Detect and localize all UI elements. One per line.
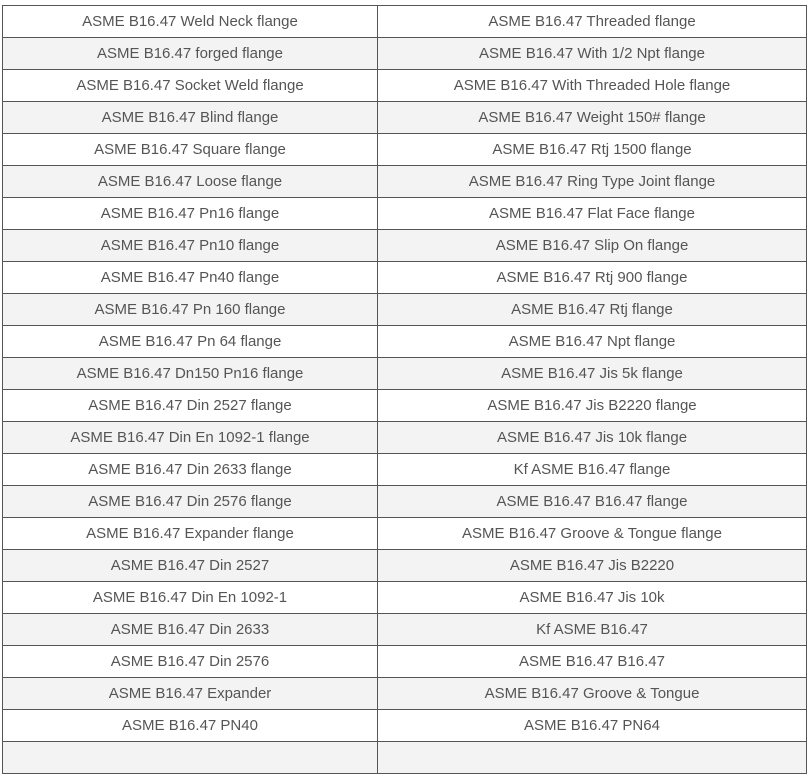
table-cell: ASME B16.47 Loose flange — [3, 166, 378, 198]
table-row — [3, 422, 807, 454]
table-cell: ASME B16.47 Rtj 900 flange — [378, 262, 807, 294]
table-row — [3, 646, 807, 678]
table-cell: ASME B16.47 With Threaded Hole flange — [378, 70, 807, 102]
table-cell: ASME B16.47 Square flange — [3, 134, 378, 166]
table-cell: ASME B16.47 Groove & Tongue flange — [378, 518, 807, 550]
table-cell: ASME B16.47 forged flange — [3, 38, 378, 70]
table-cell: ASME B16.47 Din En 1092-1 — [3, 582, 378, 614]
table-row — [3, 582, 807, 614]
table-cell: ASME B16.47 Rtj 1500 flange — [378, 134, 807, 166]
table-row — [3, 102, 807, 134]
table-cell: ASME B16.47 PN64 — [378, 710, 807, 742]
table-cell: ASME B16.47 Dn150 Pn16 flange — [3, 358, 378, 390]
table-cell: ASME B16.47 Weight 150# flange — [378, 102, 807, 134]
table-cell: ASME B16.47 B16.47 flange — [378, 486, 807, 518]
table-cell: ASME B16.47 Jis B2220 — [378, 550, 807, 582]
table-row — [3, 358, 807, 390]
table-row — [3, 198, 807, 230]
table-cell: ASME B16.47 Expander — [3, 678, 378, 710]
table-cell: ASME B16.47 Ring Type Joint flange — [378, 166, 807, 198]
table-cell: ASME B16.47 B16.47 — [378, 646, 807, 678]
table-cell: ASME B16.47 Din 2633 flange — [3, 454, 378, 486]
table-cell: ASME B16.47 Threaded flange — [378, 6, 807, 38]
table-cell: ASME B16.47 Socket Weld flange — [3, 70, 378, 102]
table-cell: ASME B16.47 Blind flange — [3, 102, 378, 134]
table-cell: ASME B16.47 Din 2527 — [3, 550, 378, 582]
table-cell: ASME B16.47 Npt flange — [378, 326, 807, 358]
table-row — [3, 742, 807, 774]
table-row — [3, 166, 807, 198]
table-cell: Kf ASME B16.47 flange — [378, 454, 807, 486]
table-row — [3, 614, 807, 646]
table-cell: ASME B16.47 Jis 10k flange — [378, 422, 807, 454]
table-cell: ASME B16.47 Rtj flange — [378, 294, 807, 326]
table-row — [3, 710, 807, 742]
table-row — [3, 38, 807, 70]
table-cell — [3, 742, 378, 774]
table-cell: ASME B16.47 Expander flange — [3, 518, 378, 550]
table-cell: ASME B16.47 Din 2527 flange — [3, 390, 378, 422]
table-cell: ASME B16.47 Groove & Tongue — [378, 678, 807, 710]
table-cell: ASME B16.47 Slip On flange — [378, 230, 807, 262]
table-cell: ASME B16.47 Din 2576 — [3, 646, 378, 678]
table-cell: ASME B16.47 PN40 — [3, 710, 378, 742]
table-row — [3, 134, 807, 166]
table-body — [3, 6, 807, 774]
table-row — [3, 550, 807, 582]
table-cell: ASME B16.47 Pn 64 flange — [3, 326, 378, 358]
table-row — [3, 454, 807, 486]
table-row — [3, 6, 807, 38]
table-cell: ASME B16.47 With 1/2 Npt flange — [378, 38, 807, 70]
table-cell: ASME B16.47 Pn 160 flange — [3, 294, 378, 326]
table-row — [3, 262, 807, 294]
table-row — [3, 230, 807, 262]
table-row — [3, 518, 807, 550]
table-row — [3, 70, 807, 102]
table-row — [3, 678, 807, 710]
table-cell — [378, 742, 807, 774]
table-row — [3, 294, 807, 326]
table-row — [3, 326, 807, 358]
table-cell: ASME B16.47 Pn40 flange — [3, 262, 378, 294]
table-row — [3, 486, 807, 518]
table-cell: ASME B16.47 Din 2633 — [3, 614, 378, 646]
flange-types-table — [2, 5, 807, 774]
table-cell: ASME B16.47 Pn10 flange — [3, 230, 378, 262]
table-cell: ASME B16.47 Jis B2220 flange — [378, 390, 807, 422]
table-cell: ASME B16.47 Jis 10k — [378, 582, 807, 614]
table-row — [3, 390, 807, 422]
table-cell: ASME B16.47 Jis 5k flange — [378, 358, 807, 390]
table-cell: Kf ASME B16.47 — [378, 614, 807, 646]
table-cell: ASME B16.47 Flat Face flange — [378, 198, 807, 230]
table-cell: ASME B16.47 Din En 1092-1 flange — [3, 422, 378, 454]
table-cell: ASME B16.47 Din 2576 flange — [3, 486, 378, 518]
table-cell: ASME B16.47 Weld Neck flange — [3, 6, 378, 38]
table-cell: ASME B16.47 Pn16 flange — [3, 198, 378, 230]
